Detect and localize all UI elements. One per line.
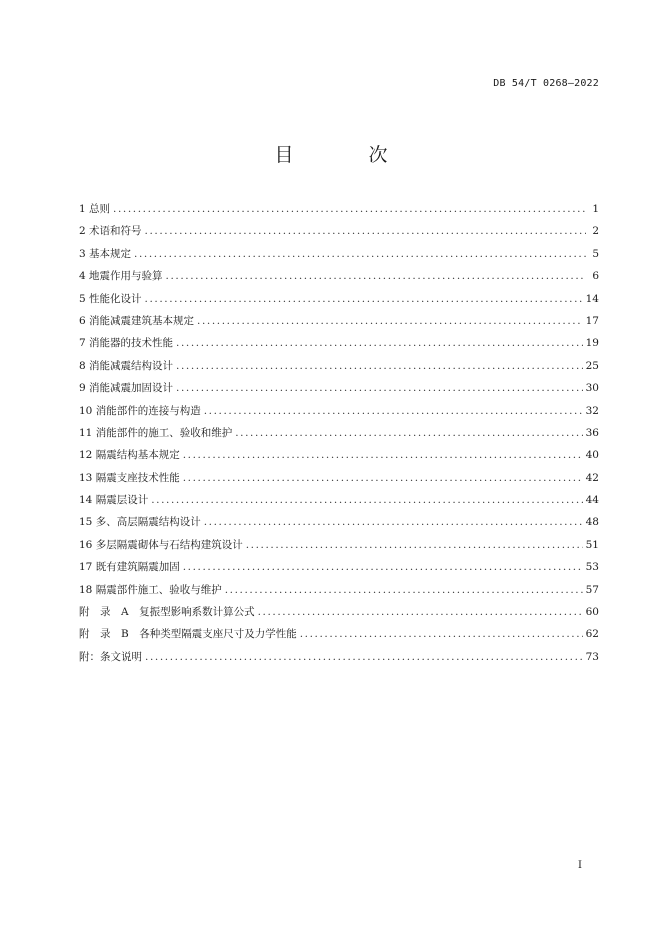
toc-entry[interactable]	[79, 646, 599, 668]
toc-entry[interactable]	[79, 601, 599, 623]
toc-dot-leader	[197, 310, 583, 332]
toc-entry-page: 14	[585, 292, 599, 305]
toc-dot-leader	[145, 646, 583, 668]
toc-entry-label: 1 总则	[79, 203, 111, 215]
toc-entry-label: 15 多、高层隔震结构设计	[79, 516, 201, 529]
toc-entry-page: 51	[585, 538, 599, 551]
toc-entry-label: 附 录 B 各种类型隔震支座尺寸及力学性能	[79, 628, 297, 641]
toc-entry-page: 5	[592, 247, 599, 260]
toc-entry[interactable]	[79, 310, 599, 332]
toc-entry-page: 1	[592, 203, 599, 215]
toc-entry-label: 12 隔震结构基本规定	[79, 449, 180, 462]
toc-entry[interactable]	[79, 355, 599, 377]
toc-entry-label: 9 消能减震加固设计	[79, 382, 174, 395]
toc-entry[interactable]	[79, 220, 599, 242]
toc-entry[interactable]	[79, 444, 599, 466]
toc-dot-leader	[145, 220, 586, 242]
toc-entry[interactable]	[79, 422, 599, 444]
toc-dot-leader	[258, 601, 583, 623]
toc-dot-leader	[113, 198, 586, 220]
toc-entry-page: 42	[585, 471, 599, 484]
toc-entry-page: 60	[585, 606, 599, 619]
toc-dot-leader	[151, 489, 582, 511]
toc-dot-leader	[145, 288, 583, 310]
toc-entry-page: 44	[585, 494, 599, 507]
toc-entry-label: 17 既有建筑隔震加固	[79, 561, 180, 574]
toc-entry-page: 32	[585, 404, 599, 417]
toc-entry[interactable]	[79, 623, 599, 645]
toc-entry-label: 附：条文说明	[79, 650, 142, 663]
toc-entry[interactable]	[79, 467, 599, 489]
toc-entry[interactable]	[79, 511, 599, 533]
toc-entry[interactable]	[79, 534, 599, 556]
toc-title: 目 次	[274, 144, 416, 166]
toc-entry[interactable]	[79, 243, 599, 265]
toc-entry-label: 5 性能化设计	[79, 292, 142, 305]
toc-entry-label: 3 基本规定	[79, 247, 132, 260]
toc-dot-leader	[300, 623, 583, 645]
toc-entry-label: 11 消能部件的施工、验收和维护	[79, 426, 233, 439]
toc-dot-leader	[166, 265, 586, 287]
document-code: DB 54/T 0268—2022	[493, 78, 599, 89]
toc-entry-label: 6 消能减震建筑基本规定	[79, 314, 195, 327]
toc-entry-page: 2	[592, 225, 599, 238]
toc-entry[interactable]	[79, 332, 599, 354]
toc-entry-label: 10 消能部件的连接与构造	[79, 404, 201, 417]
toc-entry-page: 36	[585, 426, 599, 439]
toc-dot-leader	[176, 355, 583, 377]
toc-entry-page: 40	[585, 449, 599, 462]
toc-entry[interactable]	[79, 198, 599, 220]
toc-entry[interactable]	[79, 377, 599, 399]
toc-entry-page: 19	[585, 337, 599, 350]
toc-entry[interactable]	[79, 579, 599, 601]
toc-entry[interactable]	[79, 556, 599, 578]
toc-dot-leader	[225, 579, 583, 601]
toc-entry-page: 62	[585, 628, 599, 641]
toc-dot-leader	[183, 556, 583, 578]
toc-entry-label: 附 录 A 复振型影响系数计算公式	[79, 606, 255, 619]
toc-dot-leader	[134, 243, 586, 265]
toc-dot-leader	[235, 422, 582, 444]
toc-entry-label: 4 地震作用与验算	[79, 270, 163, 283]
toc-entry-page: 6	[592, 270, 599, 283]
toc-entry-page: 53	[585, 561, 599, 574]
toc-entry-label: 2 术语和符号	[79, 225, 142, 238]
toc-entry-label: 13 隔震支座技术性能	[79, 471, 180, 484]
toc-entry-page: 73	[585, 650, 599, 663]
toc-entry[interactable]	[79, 288, 599, 310]
toc-dot-leader	[204, 511, 583, 533]
toc-entry-page: 17	[585, 314, 599, 327]
toc-entry-label: 16 多层隔震砌体与石结构建筑设计	[79, 538, 243, 551]
toc-dot-leader	[246, 534, 583, 556]
toc-dot-leader	[176, 332, 583, 354]
toc-entry-page: 25	[585, 359, 599, 372]
toc-entry-label: 14 隔震层设计	[79, 494, 149, 507]
toc-entry-label: 8 消能减震结构设计	[79, 359, 174, 372]
page-number: I	[578, 860, 582, 871]
toc-entry[interactable]	[79, 489, 599, 511]
toc-dot-leader	[204, 400, 583, 422]
toc-dot-leader	[183, 467, 583, 489]
toc-entry-label: 18 隔震部件施工、验收与维护	[79, 583, 222, 596]
toc-entry-label: 7 消能器的技术性能	[79, 337, 174, 350]
toc-entry[interactable]	[79, 265, 599, 287]
toc-entry-page: 48	[585, 516, 599, 529]
toc-dot-leader	[183, 444, 583, 466]
table-of-contents	[79, 198, 599, 668]
toc-entry-page: 57	[585, 583, 599, 596]
toc-entry-page: 30	[585, 382, 599, 395]
toc-entry[interactable]	[79, 400, 599, 422]
toc-dot-leader	[176, 377, 583, 399]
